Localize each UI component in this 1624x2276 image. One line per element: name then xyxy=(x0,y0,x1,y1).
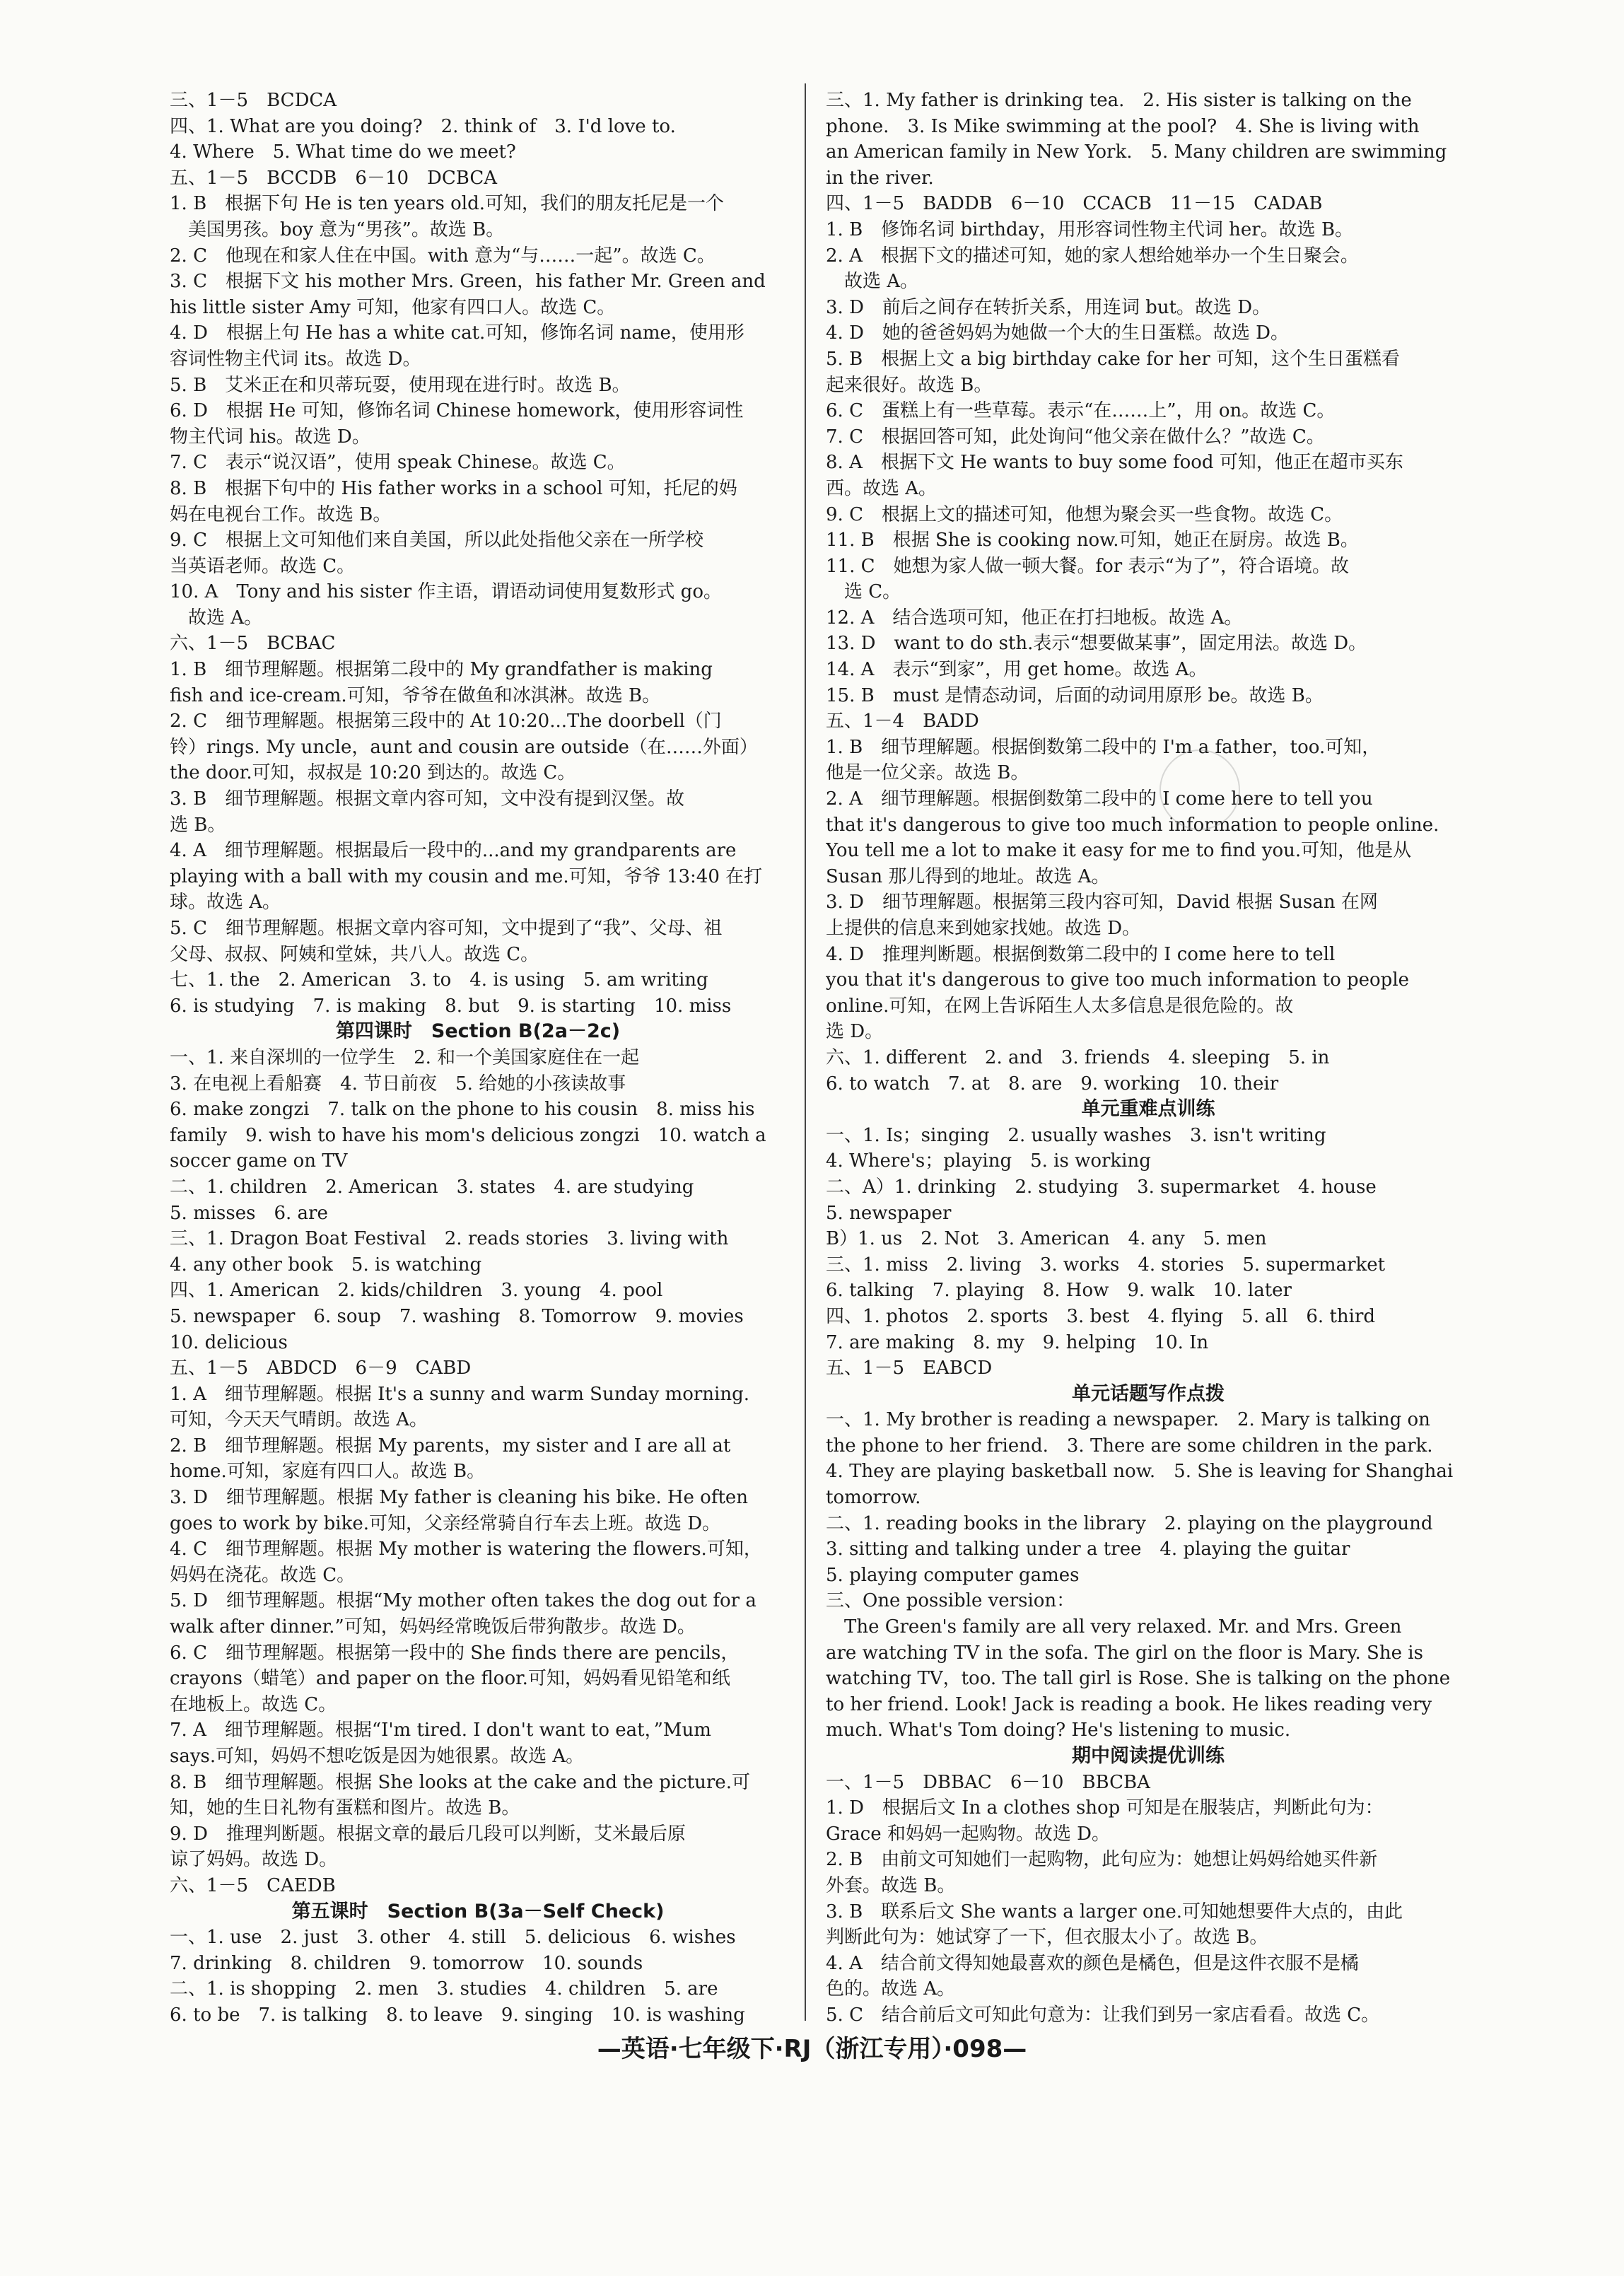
answer-line: 6. C 蛋糕上有一些草莓。表示“在……上”，用 on。故选 C。 xyxy=(826,400,1336,422)
answer-line: 物主代词 his。故选 D。 xyxy=(170,426,370,448)
answer-line: 色的。故选 A。 xyxy=(826,1978,956,2000)
faint-stamp-mark xyxy=(1159,749,1240,830)
answer-line: 6. make zongzi 7. talk on the phone to his cousin 8. miss his xyxy=(170,1099,755,1121)
answer-line: 球。故选 A。 xyxy=(170,892,281,914)
section-heading: 第四课时 Section B(2a－2c) xyxy=(335,1020,621,1043)
answer-line: 四、1－5 BADDB 6－10 CCACB 11－15 CADAB xyxy=(826,193,1323,215)
answer-line: playing with a ball with my cousin and me.可知，爷爷 13:40 在打 xyxy=(170,865,763,887)
answer-line: 9. C 根据上文的描述可知，他想为聚会买一些食物。故选 C。 xyxy=(826,503,1343,525)
answer-line: 选 B。 xyxy=(170,814,226,836)
answer-line: 六、1－5 CAEDB xyxy=(170,1874,336,1896)
answer-line: 2. C 他现在和家人住在中国。with 意为“与……一起”。故选 C。 xyxy=(170,245,715,267)
answer-line: fish and ice-cream.可知，爷爷在做鱼和冰淇淋。故选 B。 xyxy=(170,684,661,706)
right-column xyxy=(826,88,1471,2029)
answer-line: 妈在电视台工作。故选 B。 xyxy=(170,503,392,525)
answer-line: goes to work by bike.可知，父亲经常骑自行车去上班。故选 D。 xyxy=(170,1512,721,1534)
answer-line: 三、1. Dragon Boat Festival 2. reads stories 3. living with xyxy=(170,1228,729,1250)
answer-line: 五、1－5 EABCD xyxy=(826,1358,993,1379)
answer-line: 四、1. American 2. kids/children 3. young 4. pool xyxy=(170,1280,663,1302)
section-heading: 期中阅读提优训练 xyxy=(1072,1745,1225,1767)
answer-line: an American family in New York. 5. Many children are swimming xyxy=(826,141,1447,163)
answer-line: 一、1. Is；singing 2. usually washes 3. isn't writing xyxy=(826,1124,1326,1146)
answer-line: 5. newspaper xyxy=(826,1202,952,1224)
column-divider xyxy=(805,83,806,2021)
answer-line: 5. newspaper 6. soup 7. washing 8. Tomorrow 9. movies xyxy=(170,1305,744,1327)
answer-line: 2. A 根据下文的描述可知，她的家人想给她举办一个生日聚会。 xyxy=(826,245,1359,267)
answer-line: tomorrow. xyxy=(826,1487,921,1509)
answer-line: 1. A 细节理解题。根据 It's a sunny and warm Sunday morning. xyxy=(170,1383,749,1405)
answer-line: 3. sitting and talking under a tree 4. playing the guitar xyxy=(826,1539,1350,1560)
page-footer: —英语·七年级下·RJ（浙江专用）·098— xyxy=(597,2035,1027,2063)
answer-line: 铃）rings. My uncle，aunt and cousin are outside（在……外面） xyxy=(170,736,758,758)
answer-line: 3. D 前后之间存在转折关系，用连词 but。故选 D。 xyxy=(826,296,1271,318)
answer-line: 3. D 细节理解题。根据第三段内容可知，David 根据 Susan 在网 xyxy=(826,892,1378,914)
answer-line: 1. D 根据后文 In a clothes shop 可知是在服装店，判断此句为： xyxy=(826,1797,1384,1819)
answer-line: 4. D 她的爸爸妈妈为她做一个大的生日蛋糕。故选 D。 xyxy=(826,322,1290,344)
answer-line: phone. 3. Is Mike swimming at the pool? 4. She is living with xyxy=(826,115,1420,137)
answer-line: 4. D 推理判断题。根据倒数第二段中的 I come here to tell xyxy=(826,943,1336,965)
answer-line: 容词性物主代词 its。故选 D。 xyxy=(170,348,421,370)
answer-line: 3. C 根据下文 his mother Mrs. Green，his father Mr. Green and xyxy=(170,271,766,293)
answer-line: 知，她的生日礼物有蛋糕和图片。故选 B。 xyxy=(170,1797,520,1819)
answer-line: in the river. xyxy=(826,167,934,189)
answer-line: 六、1. different 2. and 3. friends 4. sleeping 5. in xyxy=(826,1046,1330,1068)
answer-line: 二、1. children 2. American 3. states 4. are studying xyxy=(170,1176,694,1198)
answer-line: 2. A 细节理解题。根据倒数第二段中的 I come here to tell you xyxy=(826,788,1373,810)
left-column xyxy=(170,88,786,2029)
answer-line: 三、1. My father is drinking tea. 2. His sister is talking on the xyxy=(826,90,1412,111)
answer-line: 三、1－5 BCDCA xyxy=(170,90,337,111)
answer-line: 三、1. miss 2. living 3. works 4. stories 5. supermarket xyxy=(826,1254,1386,1276)
answer-line: 选 D。 xyxy=(826,1021,884,1043)
answer-line: 10. delicious xyxy=(170,1331,288,1353)
section-heading: 单元重难点训练 xyxy=(1081,1098,1215,1121)
answer-line: 五、1－5 ABDCD 6－9 CABD xyxy=(170,1358,472,1379)
answer-line: 7. drinking 8. children 9. tomorrow 10. sounds xyxy=(170,1952,643,1974)
answer-line: are watching TV in the sofa. The girl on the floor is Mary. She is xyxy=(826,1642,1423,1664)
answer-line: 四、1. What are you doing? 2. think of 3. I'd love to. xyxy=(170,115,676,137)
answer-line: 七、1. the 2. American 3. to 4. is using 5. am writing xyxy=(170,969,708,991)
answer-line: his little sister Amy 可知，他家有四口人。故选 C。 xyxy=(170,296,616,318)
answer-line: 8. B 根据下句中的 His father works in a school 可知，托尼的妈 xyxy=(170,477,737,499)
answer-line: 3. 在电视上看船赛 4. 节日前夜 5. 给她的小孩读故事 xyxy=(170,1073,626,1095)
answer-line: 2. B 细节理解题。根据 My parents，my sister and I are all at xyxy=(170,1435,731,1457)
answer-line: 美国男孩。boy 意为“男孩”。故选 B。 xyxy=(170,218,505,240)
answer-line: 五、1－5 BCCDB 6－10 DCBCA xyxy=(170,167,498,189)
answer-line: Grace 和妈妈一起购物。故选 D。 xyxy=(826,1823,1111,1845)
answer-line: 二、A）1. drinking 2. studying 3. supermarket 4. house xyxy=(826,1176,1377,1198)
answer-line: 三、One possible version： xyxy=(826,1590,1075,1612)
answer-line: much. What's Tom doing? He's listening to music. xyxy=(826,1720,1291,1741)
answer-line: that it's dangerous to give too much information to people online. xyxy=(826,814,1439,836)
answer-line: 他是一位父亲。故选 B。 xyxy=(826,762,1029,784)
answer-line: 6. talking 7. playing 8. How 9. walk 10. later xyxy=(826,1280,1292,1302)
answer-line: 3. D 细节理解题。根据 My father is cleaning his bike. He often xyxy=(170,1487,749,1509)
answer-line: B）1. us 2. Not 3. American 4. any 5. men xyxy=(826,1228,1267,1250)
answer-line: 5. C 细节理解题。根据文章内容可知，文中提到了“我”、父母、祖 xyxy=(170,918,723,939)
answer-line: 1. B 根据下句 He is ten years old.可知，我们的朋友托尼是一个 xyxy=(170,193,725,215)
answer-line: family 9. wish to have his mom's delicious zongzi 10. watch a xyxy=(170,1124,766,1146)
answer-line: 11. C 她想为家人做一顿大餐。for 表示“为了”，符合语境。故 xyxy=(826,555,1350,577)
answer-line: 5. playing computer games xyxy=(826,1564,1080,1586)
answer-line: 起来很好。故选 B。 xyxy=(826,374,993,396)
answer-line: watching TV，too. The tall girl is Rose. She is talking on the phone xyxy=(826,1668,1451,1690)
answer-line: 父母、叔叔、阿姨和堂妹，共八人。故选 C。 xyxy=(170,943,539,965)
answer-line: 9. C 根据上文可知他们来自美国，所以此处指他父亲在一所学校 xyxy=(170,530,703,552)
answer-line: 6. to watch 7. at 8. are 9. working 10. their xyxy=(826,1073,1279,1095)
answer-line: 二、1. is shopping 2. men 3. studies 4. children 5. are xyxy=(170,1978,718,2000)
answer-line: 5. B 艾米正在和贝蒂玩耍，使用现在进行时。故选 B。 xyxy=(170,374,631,396)
answer-line: home.可知，家庭有四口人。故选 B。 xyxy=(170,1461,486,1483)
answer-line: the phone to her friend. 3. There are some children in the park. xyxy=(826,1435,1433,1457)
answer-line: 六、1－5 BCBAC xyxy=(170,633,336,655)
answer-line: 4. Where 5. What time do we meet? xyxy=(170,141,516,163)
answer-line: 判断此句为：她试穿了一下，但衣服太小了。故选 B。 xyxy=(826,1927,1268,1949)
answer-line: 5. D 细节理解题。根据“My mother often takes the dog out for a xyxy=(170,1590,756,1612)
answer-line: 8. B 细节理解题。根据 She looks at the cake and the picture.可 xyxy=(170,1771,750,1793)
answer-line: 8. A 根据下文 He wants to buy some food 可知，他正在超市买东 xyxy=(826,452,1403,474)
section-heading: 第五课时 Section B(3a－Self Check) xyxy=(291,1900,665,1922)
answer-line: online.可知，在网上告诉陌生人太多信息是很危险的。故 xyxy=(826,995,1294,1017)
answer-line: 2. B 由前文可知她们一起购物，此句应为：她想让妈妈给她买件新 xyxy=(826,1849,1378,1871)
answer-line: 7. are making 8. my 9. helping 10. In xyxy=(826,1331,1209,1353)
answer-line: 妈妈在浇花。故选 C。 xyxy=(170,1564,356,1586)
answer-line: 2. C 细节理解题。根据第三段中的 At 10:20...The doorbell（门 xyxy=(170,711,722,733)
answer-line: Susan 那儿得到的地址。故选 A。 xyxy=(826,865,1110,887)
answer-line: 4. A 结合前文得知她最喜欢的颜色是橘色，但是这件衣服不是橘 xyxy=(826,1952,1359,1974)
answer-line: says.可知，妈妈不想吃饭是因为她很累。故选 A。 xyxy=(170,1746,585,1767)
answer-line: 可知，今天天气晴朗。故选 A。 xyxy=(170,1409,428,1431)
answer-line: 外套。故选 B。 xyxy=(826,1874,956,1896)
answer-line: 一、1. use 2. just 3. other 4. still 5. delicious 6. wishes xyxy=(170,1927,736,1949)
answer-line: 7. C 根据回答可知，此处询问“他父亲在做什么？”故选 C。 xyxy=(826,426,1325,448)
answer-line: 6. D 根据 He 可知，修饰名词 Chinese homework，使用形容词性 xyxy=(170,400,744,422)
answer-line: 3. B 细节理解题。根据文章内容可知，文中没有提到汉堡。故 xyxy=(170,788,685,810)
answer-line: 一、1. My brother is reading a newspaper. 2. Mary is talking on xyxy=(826,1409,1430,1431)
answer-line: 6. C 细节理解题。根据第一段中的 She finds there are pencils， xyxy=(170,1642,740,1664)
answer-line: 4. A 细节理解题。根据最后一段中的...and my grandparents are xyxy=(170,840,737,862)
answer-line: 谅了妈妈。故选 D。 xyxy=(170,1849,338,1871)
answer-line: 6. to be 7. is talking 8. to leave 9. singing 10. is washing xyxy=(170,2004,745,2026)
answer-line: 一、1－5 DBBAC 6－10 BBCBA xyxy=(826,1771,1150,1793)
answer-line: 14. A 表示“到家”，用 get home。故选 A。 xyxy=(826,659,1208,681)
answer-line: The Green's family are all very relaxed. Mr. and Mrs. Green xyxy=(826,1616,1402,1638)
answer-line: 上提供的信息来到她家找她。故选 D。 xyxy=(826,918,1141,939)
answer-line: 4. D 根据上句 He has a white cat.可知，修饰名词 name，使用形 xyxy=(170,322,744,344)
answer-line: crayons（蜡笔）and paper on the floor.可知，妈妈看见铅笔和纸 xyxy=(170,1668,730,1690)
answer-line: 当英语老师。故选 C。 xyxy=(170,555,356,577)
answer-line: 7. C 表示“说汉语”，使用 speak Chinese。故选 C。 xyxy=(170,452,626,474)
answer-line: 一、1. 来自深圳的一位学生 2. 和一个美国家庭住在一起 xyxy=(170,1046,640,1068)
answer-line: 五、1－4 BADD xyxy=(826,711,979,733)
answer-line: to her friend. Look! Jack is reading a book. He likes reading very xyxy=(826,1693,1432,1715)
answer-line: 9. D 推理判断题。根据文章的最后几段可以判断，艾米最后原 xyxy=(170,1823,686,1845)
answer-line: 12. A 结合选项可知，他正在打扫地板。故选 A。 xyxy=(826,607,1243,629)
answer-line: 4. They are playing basketball now. 5. She is leaving for Shanghai xyxy=(826,1461,1454,1483)
answer-line: 5. C 结合前后文可知此句意为：让我们到另一家店看看。故选 C。 xyxy=(826,2004,1380,2026)
answer-line: 10. A Tony and his sister 作主语，谓语动词使用复数形式 go。 xyxy=(170,581,722,603)
answer-line: 故选 A。 xyxy=(170,607,263,629)
answer-line: soccer game on TV xyxy=(170,1150,348,1172)
answer-line: 二、1. reading books in the library 2. playing on the playground xyxy=(826,1512,1433,1534)
answer-line: 13. D want to do sth.表示“想要做某事”，固定用法。故选 D。 xyxy=(826,633,1367,655)
answer-line: 1. B 细节理解题。根据第二段中的 My grandfather is making xyxy=(170,659,713,681)
answer-line: 5. misses 6. are xyxy=(170,1202,328,1224)
answer-line: 四、1. photos 2. sports 3. best 4. flying 5. all 6. third xyxy=(826,1305,1376,1327)
answer-line: 6. is studying 7. is making 8. but 9. is starting 10. miss xyxy=(170,995,732,1017)
answer-line: 11. B 根据 She is cooking now.可知，她正在厨房。故选 B。 xyxy=(826,530,1359,552)
answer-line: the door.可知，叔叔是 10:20 到达的。故选 C。 xyxy=(170,762,576,784)
answer-line: 故选 A。 xyxy=(826,271,919,293)
answer-line: 3. B 联系后文 She wants a larger one.可知她想要件大点的，由此 xyxy=(826,1901,1403,1922)
answer-line: 4. any other book 5. is watching xyxy=(170,1254,482,1276)
answer-line: 1. B 细节理解题。根据倒数第二段中的 I'm a father，too.可知， xyxy=(826,736,1381,758)
answer-line: 5. B 根据上文 a big birthday cake for her 可知，这个生日蛋糕看 xyxy=(826,348,1401,370)
answer-line: you that it's dangerous to give too much information to people xyxy=(826,969,1410,991)
answer-line: 在地板上。故选 C。 xyxy=(170,1693,337,1715)
answer-line: 选 C。 xyxy=(826,581,901,603)
answer-line: walk after dinner.”可知，妈妈经常晚饭后带狗散步。故选 D。 xyxy=(170,1616,696,1638)
section-heading: 单元话题写作点拨 xyxy=(1072,1382,1225,1405)
answer-line: 7. A 细节理解题。根据“I'm tired. I don't want to eat，”Mum xyxy=(170,1720,711,1741)
answer-line: 西。故选 A。 xyxy=(826,477,937,499)
answer-line: 4. Where's；playing 5. is working xyxy=(826,1150,1151,1172)
answer-line: 4. C 细节理解题。根据 My mother is watering the flowers.可知， xyxy=(170,1539,762,1560)
answer-line: 1. B 修饰名词 birthday，用形容词性物主代词 her。故选 B。 xyxy=(826,218,1354,240)
answer-line: 15. B must 是情态动词，后面的动词用原形 be。故选 B。 xyxy=(826,684,1324,706)
answer-line: You tell me a lot to make it easy for me to find you.可知，他是从 xyxy=(826,840,1412,862)
